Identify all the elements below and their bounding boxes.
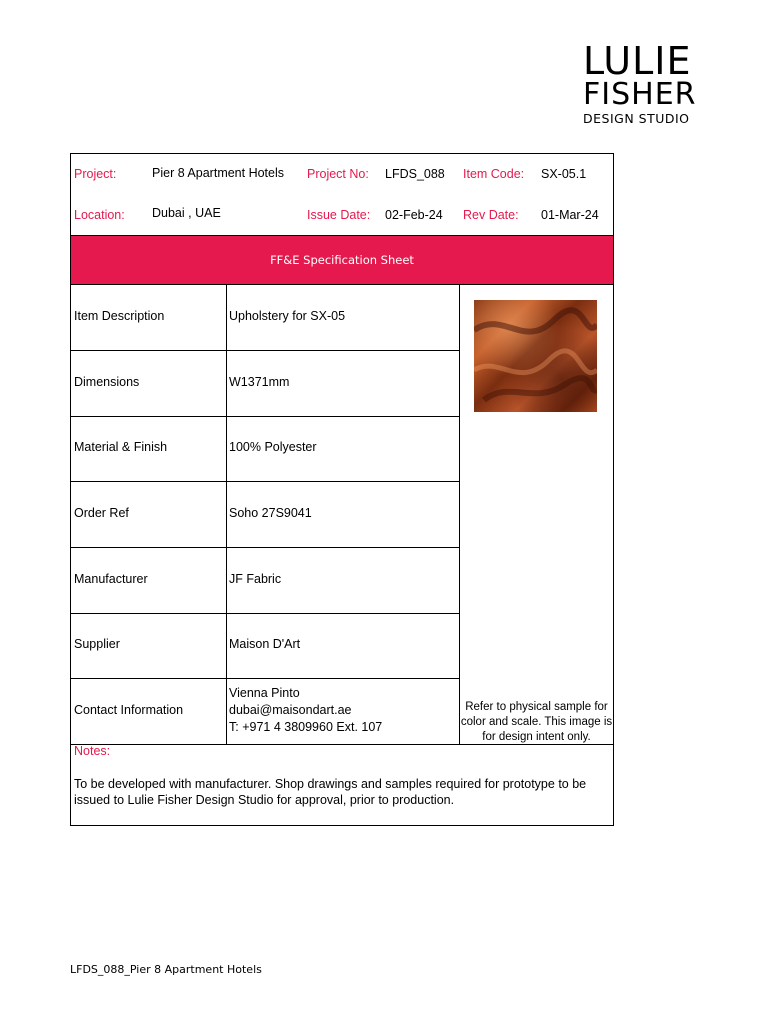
notes-text: To be developed with manufacturer. Shop drawings and samples required for prototype to be issued to Lulie Fisher Design Studio for approval, prior to production. bbox=[74, 777, 587, 807]
project-no-label: Project No: bbox=[307, 167, 369, 181]
rev-date-value: 01-Mar-24 bbox=[541, 208, 599, 222]
grid-divider bbox=[71, 481, 460, 482]
contact-email: dubai@maisondart.ae bbox=[229, 703, 352, 717]
logo-line-lulie: LULIE bbox=[583, 39, 692, 83]
grid-divider bbox=[459, 285, 460, 744]
row-value-manufacturer: JF Fabric bbox=[229, 572, 282, 586]
rev-date-label: Rev Date: bbox=[463, 208, 519, 222]
item-code-value: SX-05.1 bbox=[541, 167, 587, 181]
row-value-dimensions: W1371mm bbox=[229, 375, 290, 389]
row-label-material-finish: Material & Finish bbox=[74, 440, 168, 454]
row-label-order-ref: Order Ref bbox=[74, 506, 129, 520]
contact-phone: T: +971 4 3809960 Ext. 107 bbox=[229, 720, 383, 734]
location-value: Dubai , UAE bbox=[152, 206, 221, 220]
issue-date-label: Issue Date: bbox=[307, 208, 371, 222]
row-label-item-description: Item Description bbox=[74, 309, 165, 323]
spec-sheet-banner: FF&E Specification Sheet bbox=[71, 235, 613, 285]
grid-divider bbox=[71, 678, 460, 679]
image-disclaimer: Refer to physical sample for color and scale. This image is for design intent only. bbox=[460, 701, 613, 743]
grid-divider bbox=[71, 350, 460, 351]
row-label-supplier: Supplier bbox=[74, 637, 120, 651]
project-label: Project: bbox=[74, 167, 117, 181]
grid-divider bbox=[71, 416, 460, 417]
row-label-manufacturer: Manufacturer bbox=[74, 572, 148, 586]
row-label-dimensions: Dimensions bbox=[74, 375, 140, 389]
company-logo bbox=[583, 39, 697, 126]
logo-line-fisher: FISHER bbox=[583, 77, 697, 112]
logo-line-design-studio: DESIGN STUDIO bbox=[583, 111, 690, 126]
contact-name: Vienna Pinto bbox=[229, 686, 300, 700]
fabric-swatch-image bbox=[474, 300, 597, 412]
item-code-label: Item Code: bbox=[463, 167, 525, 181]
issue-date-value: 02-Feb-24 bbox=[385, 208, 443, 222]
grid-divider bbox=[71, 613, 460, 614]
grid-divider bbox=[71, 547, 460, 548]
row-value-item-description: Upholstery for SX-05 bbox=[229, 309, 346, 323]
row-value-order-ref: Soho 27S9041 bbox=[229, 506, 312, 520]
project-no-value: LFDS_088 bbox=[385, 167, 445, 181]
row-value-contact-information bbox=[229, 685, 382, 736]
notes-label: Notes: bbox=[74, 744, 111, 758]
row-label-contact-information: Contact Information bbox=[74, 703, 184, 717]
footer-filename: LFDS_088_Pier 8 Apartment Hotels bbox=[70, 963, 262, 976]
spec-sheet bbox=[70, 153, 614, 826]
row-value-material-finish: 100% Polyester bbox=[229, 440, 317, 454]
location-label: Location: bbox=[74, 208, 125, 222]
project-value: Pier 8 Apartment Hotels bbox=[152, 166, 285, 180]
row-value-supplier: Maison D'Art bbox=[229, 637, 301, 651]
grid-divider bbox=[226, 285, 227, 744]
